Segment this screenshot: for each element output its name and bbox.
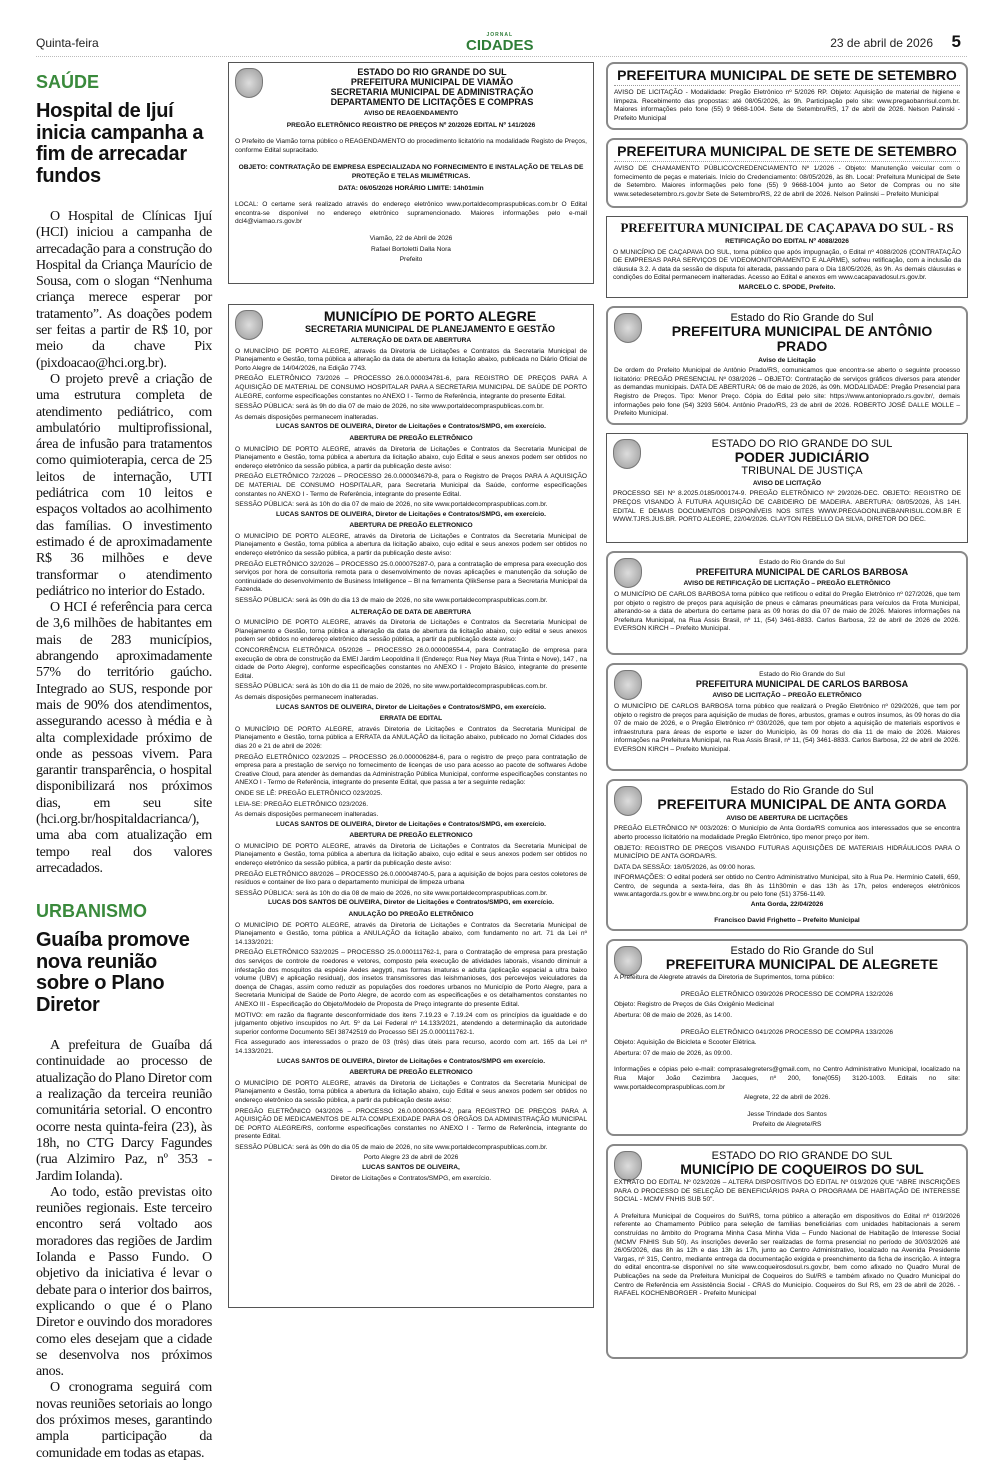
- paragraph: O Hospital de Clínicas Ijuí (HCI) iniciou a campanha de arrecadação para a construção do Hospital da Criança Maurício de Sousa, com o slogan “Nenhuma criança merece esperar por tratamento”. As doações podem ser feitas a partir de R$ 10, por meio da chave Pix (pixdoacao@hci.org.br).: [36, 209, 212, 371]
- spacer: [235, 130, 587, 136]
- dotted-divider: [614, 85, 960, 86]
- notice-title: PREFEITURA MUNICIPAL DE CARLOS BARBOSA: [695, 679, 909, 690]
- notice-paragraph: PREGÃO ELETRÔNICO Nº 003/2026: O Município de Anta Gorda/RS comunica aos interessados que se encontra aberto processo licitatório na modalidade Pregão Eletrônico, tipo menor preço por item.: [614, 825, 960, 841]
- notice-title: MUNICÍPIO DE PORTO ALEGRE: [323, 308, 537, 324]
- notice-paragraph: OBJETO: REGISTRO DE PREÇOS VISANDO FUTURAS AQUISIÇÕES DE MATERIAIS HIDRÁULICOS PARA O MUNICÍPIO DE ANTA GORDA/RS.: [614, 844, 960, 861]
- notice-heading: Aviso de Licitação: [758, 356, 816, 364]
- notice-paragraph: O MUNICÍPIO DE PORTO ALEGRE, através da Diretoria de Licitações e Contratos da Secretaria Municipal de Planejamento e Gestão, torna pública a alteração da data de abertura da licitação abaixo, cujo edital e seus anexos podem ser obtidos no endereço eletrônico da sessão pública, a partir da publicação deste aviso:: [235, 619, 587, 644]
- notice-antonio-prado: [606, 306, 968, 425]
- notice-alegrete: [606, 939, 968, 1136]
- paragraph: O cronograma seguirá com novas reuniões setoriais ao longo dos próximos meses, garantindo ampla participação da comunidade em todas as etapas.: [36, 1380, 212, 1461]
- notice-subtitle: ESTADO DO RIO GRANDE DO SUL: [711, 1149, 893, 1162]
- notice-paragraph: A Prefeitura Municipal de Coqueiros do Sul/RS, torna público a alteração em dispositivos do Edital nº 019/2026 referente ao Chamamento Público para seleção de famílias beneficiárias com unidades habitacionais a serem construídas no âmbito do Programa Minha Casa Minha Vida – Fundo Nacional de Habitação de Interesse Social (MCMV FNHIS Sub 50). As inscrições deverão ser realizadas de forma presencial no período de 30/03/2026 até 26/05/2026, das 8h às 12h e das 13h às 17h, junto ao Centro Administrativo, localizado na Avenida Presidente Vargas, nº 315, Centro, mediante entrega da documentação exigida e preenchimento da ficha de inscrição. A íntegra do edital encontra-se disponível no site www.coqueirosdosul.rs.gov.br, bem como afixado no Quadro Mural de Publicações na sede da Prefeitura Municipal de Coqueiros do Sul/RS e também afixado no Quadro Municipal do Centro de Referência em Assistência Social - CRAS do Município. Coqueiros do Sul RS, em 23 de abril de 2026. - RAFAEL KOCHENBORGER - Prefeito Municipal: [614, 1212, 960, 1298]
- notice-sete-setembro-2: [606, 138, 968, 208]
- notice-heading: ANULAÇÃO DO PREGÃO ELETRÔNICO: [348, 911, 474, 919]
- notice-paragraph: INFORMAÇÕES: O edital poderá ser obtido no Centro Administrativo Municipal, sito à Rua Pe. Hermínio Catelli, 659, Centro, de segunda a sexta-feira, das 8h às 11h30min e das 13h às 17h, pelos endereços eletrônicos www.antagorda.rs.gov.br e www.bnc.org.br ou pelo fone (51) 3756-1149.: [614, 874, 960, 899]
- notice-title: PREFEITURA MUNICIPAL DE ALEGRETE: [665, 956, 939, 973]
- notice-paragraph: Abertura: 07 de maio de 2026, às 09:00.: [614, 1049, 733, 1057]
- paragraph: O HCI é referência para cerca de 3,6 milhões de habitantes em mais de 283 municípios, abrangendo aproximadamente 57% do território gaúcho. Integrado ao SUS, responde por mais de 90% dos atendimentos, assegurando acesso à média e à alta complexidade próximo de onde as pessoas vivem. Para garantir transparência, o hospital disponibilizará nos próximos dias, em seu site (hci.org.br/hospitaldacrianca/), uma aba com atualização em tempo real dos valores arrecadados.: [36, 600, 212, 876]
- article-saude: [36, 72, 212, 877]
- notice-paragraph: CONCORRÊNCIA ELETRÔNICA 05/2026 – PROCESSO 26.0.000008554-4, para Contratação de empresa para execução de obra de construção da EMEI Jardim Leopoldina II (Endereço: Rua Ney Maya (Rua Trinta e Nove), 147 , na cidade de Porto Alegre), conforme especificações constantes no ANEXO I - Projeto Básico, integrante do presente Edital.: [235, 647, 587, 680]
- notice-title: PREFEITURA MUNICIPAL DE CAÇAPAVA DO SUL - RS: [620, 220, 954, 235]
- notice-line: Diretor de Licitações e Contratos/SMPG, em exercício.: [330, 1174, 492, 1182]
- header-divider: [36, 56, 967, 57]
- notices-column-right: [606, 62, 968, 1359]
- notice-line: Viamão, 22 de Abril de 2026: [369, 234, 453, 242]
- notice-coqueiros: [606, 1144, 968, 1359]
- spacer: [614, 910, 960, 916]
- notice-paragraph: O MUNICÍPIO DE PORTO ALEGRE, através da Diretoria de Licitações e Contratos da Secretaria Municipal de Planejamento e Gestão, torna pública a abertura da licitação abaixo, cujo Edital e seus anexos podem ser obtidos no endereço eletrônico da sessão pública, a partir da publicação deste aviso:: [235, 1079, 587, 1104]
- notice-paragraph: As demais disposições permanecem inalteradas.: [235, 811, 379, 819]
- notice-heading: ABERTURA DE PREGÃO ELETRONICO: [349, 832, 473, 840]
- notice-heading: ABERTURA DE PREGÃO ELETRONICO: [349, 522, 473, 530]
- notice-paragraph: As demais disposições permanecem inalteradas.: [235, 413, 379, 421]
- notice-paragraph: MOTIVO: em razão da flagrante desconformidade dos itens 7.19.23 e 7.19.24 com os princípios da igualdade e do julgamento objetivo inscupidos no Art. 5º da Lei Federal nº 14.133/2021, atendendo a determinação da autoridade superior conforme Documento SEI 38742519 do Processo SEI 25.0.000111762-1.: [235, 1011, 587, 1036]
- notice-paragraph: O MUNICÍPIO DE PORTO ALEGRE, através Diretoria de Licitações e Contratos da Secretaria Municipal de Planejamento e Gestão, torna pública a ERRATA da ANULAÇÃO da licitação abaixo, publicado no Jornal Cidades dos dias 20 e 21 de abril de 2026:: [235, 725, 587, 750]
- notice-paragraph: As demais disposições permanecem inalteradas.: [235, 693, 379, 701]
- notice-line: PREGÃO ELETRÔNICO 039/2026 PROCESSO DE COMPRA 132/2026: [680, 990, 894, 998]
- notice-subtitle: TRIBUNAL DE JUSTIÇA: [741, 464, 863, 477]
- notice-line: Rafael Bortoletti Dalla Nora: [371, 245, 451, 253]
- notice-paragraph: AVISO DE LICITAÇÃO - Modalidade: Pregão Eletrônico nº 5/2026 RP. Objeto: Aquisição de material de higiene e limpeza. Recebimento das propostas: até 08/05/2026, às 9h. Participação pelo site: www.pregaobanrisul.com.br. Maiores informações pelo fone (55) 9 9668-1004. Sete de Setembro/RS, 17 de abril de 2026. Nelson Palinski - Prefeito Municipal: [614, 89, 960, 122]
- notice-paragraph: Fica assegurado aos interessados o prazo de 03 (três) dias úteis para recurso, acordo com art. 165 da Lei nº 14.133/2021.: [235, 1039, 587, 1055]
- notice-paragraph: SESSÃO PÚBLICA: será às 10h do dia 11 de maio de 2026, no site www.portaldecompraspublicas.com.br.: [235, 683, 548, 691]
- notice-line: PREGÃO ELETRÔNICO 041/2026 PROCESSO DE COMPRA 133/2026: [680, 1028, 894, 1036]
- notices-column-middle: [228, 62, 594, 1308]
- logo-text: CIDADES: [466, 37, 534, 54]
- notice-signature: LUCAS SANTOS DE OLIVEIRA, Diretor de Licitações e Contratos/SMPG, em exercício.: [276, 423, 546, 431]
- notice-subtitle: Estado do Rio Grande do Sul: [730, 784, 874, 797]
- notice-title: SECRETARIA MUNICIPAL DE PLANEJAMENTO E GESTÃO: [304, 324, 556, 334]
- notice-signature: LUCAS SANTOS DE OLIVEIRA, Diretor de Licitações e Contratos/SMPG, em exercício.: [276, 820, 546, 828]
- notice-line: Jesse Trindade dos Santos: [747, 1110, 827, 1118]
- notice-paragraph: SESSÃO PÚBLICA: será às 10h do dia 08 de maio de 2026, no site www.portaldecompraspublicas.com.br.: [235, 889, 548, 897]
- notice-heading: ALTERAÇÃO DE DATA DE ABERTURA: [350, 608, 472, 616]
- spacer: [614, 983, 960, 989]
- notice-subtitle: Estado do Rio Grande do Sul: [730, 945, 874, 958]
- logo-small: JORNAL: [486, 32, 514, 38]
- notice-paragraph: SESSÃO PÚBLICA: será às 10h do dia 07 de maio de 2026, no site www.portaldecompraspublicas.com.br.: [235, 501, 548, 509]
- notice-paragraph: A Prefeitura de Alegrete através da Diretoria de Suprimentos, torna público:: [614, 974, 835, 982]
- notice-signature: LUCAS SANTOS DE OLIVEIRA, Diretor de Licitações e Contratos/SMPG em exercício.: [276, 1057, 546, 1065]
- notice-viamao: [228, 62, 594, 284]
- issue-date: 23 de abril de 2026: [830, 36, 933, 50]
- notice-paragraph: Informações e cópias pelo e-mail: comprasalegreters@gmail.com, no Centro Administrativo Municipal, localizado na Rua Major João Cezimbra Jacques, nº 200, fone(055) 3120-1003. Editais no site: www.portaldecompraspublicas.com.br: [614, 1066, 960, 1091]
- notice-line: Estado do Rio Grande do Sul: [759, 558, 845, 566]
- notice-paragraph: PREGÃO ELETRÔNICO 88/2026 – PROCESSO 26.0.000048740-5, para a aquisição de bojos para cestos coletores de resíduos e container de lixo para o departamento municipal de limpeza urbana: [235, 870, 587, 887]
- notice-title: PODER JUDICIÁRIO: [734, 448, 870, 465]
- notice-signature: Francisco David Frighetto – Prefeito Municipal: [714, 916, 860, 924]
- article-body: [36, 1038, 212, 1462]
- notice-paragraph: O MUNICÍPIO DE PORTO ALEGRE, através da Diretoria de Licitações e Contratos da Secretaria Municipal de Planejamento e Gestão, torna pública a abertura da licitação abaixo, cujo Edital e seus anexos podem ser obtidos no endereço eletrônico da sessão pública, a partir da publicação deste aviso:: [235, 445, 587, 470]
- page-number: 5: [951, 32, 961, 51]
- notice-title: MUNICÍPIO DE COQUEIROS DO SUL: [680, 1160, 924, 1177]
- section-label: SAÚDE: [36, 72, 100, 92]
- notice-heading: DATA: 06/05/2026 HORÁRIO LIMITE: 14h01min: [338, 184, 484, 192]
- article-urbanismo: [36, 901, 212, 1462]
- notice-cacapava: [606, 216, 968, 298]
- notice-line: Estado do Rio Grande do Sul: [759, 670, 845, 678]
- notice-paragraph: O MUNICÍPIO DE CARLOS BARBOSA torna público que realizará o Pregão Eletrônico nº 029/2026, que tem por objeto o registro de preços para aquisição de mudas de flores, arbustos, gramas e outros insumos, às 09 horas do dia 07 de maio de 2026, e o Pregão Eletrônico nº 030/2026, que tem por objeto a aquisição de materiais esportivos e infraestrutura para áreas de esporte e lazer do Município, às 09 horas do dia 11 de maio de 2026. Maiores informações na Prefeitura Municipal, na Rua Assis Brasil, nº 11, (54) 3461-8833. Carlos Barbosa, 22 de abril de 2026. EVERSON KIRCH – Prefeito Municipal.: [614, 702, 960, 753]
- notice-paragraph: O MUNICÍPIO DE PORTO ALEGRE, através da Diretoria de Licitações e Contratos da Secretaria Municipal de Planejamento e Gestão, torna pública a ANULAÇÃO da licitação abaixo, com fundamento no art. 71 da Lei nº 14.133/2021:: [235, 921, 587, 946]
- notice-sete-setembro-1: [606, 62, 968, 130]
- notice-carlos-barbosa-2: [606, 663, 968, 771]
- notice-signature: LUCAS SANTOS DE OLIVEIRA, Diretor de Licitações e Contratos/SMPG, em exercício.: [276, 510, 546, 518]
- notice-signature: MARCELO C. SPODE, Prefeito.: [738, 283, 836, 291]
- notice-paragraph: LOCAL: O certame será realizado através do endereço eletrônico www.portaldecompraspublicas.com.br O Edital encontra-se disponível no endereço eletrônico supramencionado. Maiores informações pelo e-mail dcl4@viamao.rs.gov.br: [235, 201, 587, 226]
- notice-paragraph: O MUNICÍPIO DE PORTO ALEGRE, através da Diretoria de Licitações e Contratos da Secretaria Municipal de Planejamento e Gestão, torna pública a alteração da data de abertura da licitação abaixo, publicada no Diário Oficial de Porto Alegre de 14/04/2026, na Edição 7743.: [235, 347, 587, 372]
- notice-heading: RETIFICAÇÃO DO EDITAL Nº 4088/2026: [725, 238, 849, 245]
- notice-heading: ABERTURA DE PREGÃO ELETRÔNICO: [349, 434, 473, 442]
- spacer: [235, 227, 587, 233]
- notice-title: PREFEITURA MUNICIPAL DE ANTÔNIO PRADO: [671, 322, 933, 354]
- section-label: URBANISMO: [36, 901, 147, 922]
- notice-title: PREFEITURA MUNICIPAL DE SETE DE SETEMBRO: [617, 143, 957, 159]
- notice-title: PREFEITURA MUNICIPAL DE VIAMÃO: [350, 77, 514, 87]
- headline: Hospital de Ijuí inicia campanha a fim de arrecadar fundos: [36, 100, 204, 187]
- spacer: [614, 1021, 960, 1027]
- notice-paragraph: Objeto: Aquisição de Bicicleta e Scooter Elétrica.: [614, 1039, 757, 1047]
- weekday: Quinta-feira: [36, 36, 99, 50]
- notice-paragraph: PREGÃO ELETRÔNICO 043/2026 – PROCESSO 26.0.000005364-2, para REGISTRO DE PREÇOS PARA A AQUISIÇÃO DE MEDICAMENTOS DE ALTA COMPLEXIDADE PARA OS ÓRGÃOS DA ADMINISTRAÇÃO MUNICIPAL DE PORTO ALEGRE/RS, conforme especificações constantes no ANEXO I - Termo de Referência, integrante do presente Edital.: [235, 1107, 587, 1141]
- notice-title: SECRETARIA MUNICIPAL DE ADMINISTRAÇÃO: [330, 87, 534, 97]
- notice-heading: AVISO DE LICITAÇÃO: [752, 479, 822, 487]
- notice-paragraph: O MUNICÍPIO DE CAÇAPAVA DO SUL, torna público que após impugnação, o Edital nº 4088/2026 (CONTRATAÇÃO DE EMPRESAS PARA SERVIÇOS DE VIDEOMONITORAMENTO E ALARME), sofreu retificação, com a inclusão da cláusula 3.2. A data da sessão de disputa foi alterada, passando para o Dia 18/05/2026, às 9h. As demais cláusulas e condições do Edital permanecem inalteradas. Acesso ao Edital e anexos em www.cacapavadosul.rs.gov.br.: [613, 248, 961, 282]
- notice-paragraph: O MUNICÍPIO DE PORTO ALEGRE, através da Diretoria de Licitações e Contratos da Secretaria Municipal de Planejamento e Gestão, torna pública a abertura da licitação abaixo, cujo edital e seus anexos podem ser obtidos no endereço eletrônico da sessão pública, a partir da publicação deste aviso:: [235, 532, 587, 558]
- notice-porto-alegre: [228, 304, 594, 1308]
- notice-paragraph: PREGÃO ELETRÔNICO 73/2026 – PROCESSO 26.0.000034781-6, para REGISTRO DE PREÇOS PARA A AQUISIÇÃO DE MATERIAL DE CONSUMO HOSPITALAR PARA A SECRETARIA MUNICIPAL DE SAÚDE DE PORTO ALEGRE, conforme especificações constantes no ANEXO I - Termo de Referência, integrante do presente Edital.: [235, 375, 587, 400]
- notice-paragraph: PREGÃO ELETRÔNICO 32/2026 – PROCESSO 25.0.000075287-0, para a contratação de empresa para execução dos serviços por hora de consultoria remota para o desenvolvimento de novas aplicações e manutenção da solução de continuidade do desenvolvimento de Business Intelligence – BI na ferramenta QlikSense para a Secretaria Municipal da Fazenda.: [235, 560, 587, 594]
- headline: Guaíba promove nova reunião sobre o Plano Diretor: [36, 929, 190, 1016]
- newspaper-logo: [466, 32, 534, 53]
- notice-tjrs: [606, 433, 968, 543]
- notice-title: DEPARTAMENTO DE LICITAÇÕES E COMPRAS: [330, 97, 534, 107]
- notice-paragraph: DATA DA SESSÃO: 18/05/2026, às 09:00 horas.: [614, 863, 756, 871]
- paragraph: O projeto prevê a criação de uma estrutura completa de atendimento pediátrico, com ambulatório multiprofissional, área de infusão para tratamentos como quimioterapia, cerca de 25 leitos de internação, UTI pediátrica com 10 leitos e espaços voltados ao acolhimento das famílias. O investimento estimado é de aproximadamente R$ 36 milhões e deve transformar o atendimento pediátrico no interior do Estado.: [36, 371, 212, 599]
- notice-heading: AVISO DE LICITAÇÃO – PREGÃO ELETRÔNICO: [712, 692, 862, 700]
- notice-heading: AVISO DE REAGENDAMENTO: [363, 110, 459, 117]
- notice-anta-gorda: [606, 779, 968, 932]
- notice-paragraph: SESSÃO PÚBLICA: será às 09h do dia 13 de maio de 2026, no site www.portaldecompraspublicas.com.br.: [235, 597, 548, 605]
- paragraph: Ao todo, estão previstas oito reuniões regionais. Este terceiro encontro será voltado aos moradores das regiões de Jardim Iolanda e Passo Fundo. O objetivo da iniciativa é levar o debate para o interior dos bairros, explicando o que é o Plano Diretor e ouvindo dos moradores como eles desejam que a cidade se desenvolva nos próximos anos.: [36, 1184, 212, 1380]
- news-column: [36, 72, 212, 1462]
- notice-subtitle: ESTADO DO RIO GRANDE DO SUL: [711, 437, 893, 450]
- spacer: [235, 193, 587, 199]
- notice-paragraph: EXTRATO DO EDITAL Nº 023/2026 – ALTERA DISPOSITIVOS DO EDITAL Nº 019/2026 QUE “ABRE INSCRIÇÕES PARA O PROCESSO DE SELEÇÃO DE BENEFICIÁRIOS PARA O PROGRAMA DE HABITAÇÃO DE INTERESSE SOCIAL - MCMV FNHIS SUB 50”.: [614, 1178, 960, 1204]
- notice-carlos-barbosa-1: [606, 551, 968, 655]
- notice-heading: AVISO DE ABERTURA DE LICITAÇÕES: [726, 814, 848, 822]
- dotted-divider: [614, 161, 960, 162]
- notice-heading: PREGÃO ELETRÔNICO REGISTRO DE PREÇOS Nº 20/2026 EDITAL Nº 141/2026: [286, 121, 536, 129]
- paragraph: A prefeitura de Guaíba dá continuidade ao processo de atualização do Plano Diretor com a realização da terceira reunião comunitária setorial. O encontro ocorre nesta quinta-feira (23), às 18h, no CTG Darcy Fagundes (rua Alzimiro Paz, nº 353 - Jardim Iolanda).: [36, 1038, 212, 1184]
- notice-title: PREFEITURA MUNICIPAL DE CARLOS BARBOSA: [695, 567, 909, 578]
- notice-paragraph: SESSÃO PÚBLICA: será às 9h do dia 07 de maio de 2026, no site www.portaldecompraspublicas.com.br.: [235, 403, 544, 411]
- notice-paragraph: LEIA-SE: PREGÃO ELETRÔNICO 023/2026.: [235, 800, 369, 808]
- notice-line: Prefeito: [399, 256, 423, 264]
- notice-title: PREFEITURA MUNICIPAL DE ANTA GORDA: [657, 795, 947, 812]
- notice-paragraph: AVISO DE CHAMAMENTO PÚBLICO/CREDENCIAMENTO Nº 1/2026 - Objeto: Manutenção veicular com o fornecimento de peças e materiais. Início do Credenciamento: 08/05/2026, às 8h. Local: Prefeitura Municipal de Sete de Setembro. Maiores informações pelo fone (55) 9 9668-1004 junto ao Setor de Compras ou no site www.setedesetembro.rs.gov.br Sete de Setembro/RS, 22 de abril de 2026. Nelson Palinski – Prefeito Municipal: [614, 165, 960, 198]
- notice-paragraph: Abertura: 08 de maio de 2026, às 14:00.: [614, 1012, 733, 1020]
- article-body: [36, 209, 212, 877]
- notice-heading: AVISO DE RETIFICAÇÃO DE LICITAÇÃO – PREGÃO ELETRÔNICO: [683, 580, 891, 588]
- notice-paragraph: Objeto: Registro de Preços de Gás Oxigênio Medicinal: [614, 1001, 774, 1009]
- notice-paragraph: De ordem do Prefeito Municipal de Antônio Prado/RS, comunicamos que encontra-se aberto o seguinte processo licitatório: PREGÃO PRESENCIAL Nº 038/2026 – OBJETO: Contratação de serviços gráficos diversos para atender as demandas municipais. DATA DE ABERTURA: 06 de maio de 2026, às 09h. MODALIDADE: Pregão Presencial para Registro de Preços. Tipo: Menor Preço. Cópia do Edital pelo site: https://www.antonioprado.rs.gov.br/, demais informações pelo fone (54) 3293 5604. Antônio Prado/RS, 23 de abril de 2026. ROBERTO JOSÉ DALLE MOLLE – Prefeito Municipal.: [614, 367, 960, 418]
- notice-subtitle: Estado do Rio Grande do Sul: [730, 311, 874, 324]
- notice-line: Porto Alegre 23 de abril de 2026: [363, 1154, 459, 1162]
- notice-title: PREFEITURA MUNICIPAL DE SETE DE SETEMBRO: [617, 67, 957, 83]
- spacer: [614, 1058, 960, 1064]
- notice-line: Alegrete, 22 de abril de 2026.: [743, 1094, 831, 1102]
- notice-paragraph: PROCESSO SEI Nº 8.2025.0185/000174-9. PREGÃO ELETRÔNICO Nº 29/2026-DEC. OBJETO: REGISTRO DE PREÇOS VISANDO À FUTURA AQUISIÇÃO DE CABIDEIRO DE MADEIRA. ABERTURA: 08/05/2026, ÀS 14H. EDITAL E DEMAIS DOCUMENTOS DISPONÍVEIS NOS SITES WWW.PREGAOONLINEBANRISUL.COM.BR E WWW.TJRS.JUS.BR. PORTO ALEGRE, 22/04/2026. CLAYTON REBELLO DA SILVA, DIRETOR DO DEC.: [613, 490, 961, 524]
- spacer: [614, 1103, 960, 1109]
- notice-heading: OBJETO: CONTRATAÇÃO DE EMPRESA ESPECIALIZADA NO FORNECIMENTO E INSTALAÇÃO DE TELAS DE PROTEÇÃO E TELAS MILIMÉTRICAS.: [238, 164, 584, 180]
- notice-paragraph: PREGÃO ELETRÔNICO 532/2025 – PROCESSO 25.0.000111762-1, para o Contratação de empresa para prestação dos serviços de controle de roedores e vetores, composto pela execução de atividades laborais, visando diminuir a infestação dos mosquitos da espécie Aedes aegypti, nas formas imaturas e adulta (aplicação espacial a ultra baixo volume (UBV) e aplicação residual), dos insetos transmissores das leishmanioses, dos percevejos veiculadores da doença de Chagas, assim como reduzir as populações dos roedores urbanos no Município de Porto Alegre, para a Secretaria Municipal de Saúde de Porto Alegre, de acordo com as especificações e os detalhamentos constantes no ANEXO III - Especificação do Objeto/Modelo de Proposta de Preço integrante do presente Edital.: [235, 949, 587, 1008]
- notice-signature: LUCAS SANTOS DE OLIVEIRA, Diretor de Licitações e Contratos/SMPG, em exercício.: [276, 703, 546, 711]
- notice-signature: LUCAS SANTOS DE OLIVEIRA,: [362, 1164, 460, 1172]
- notice-paragraph: O MUNICÍPIO DE PORTO ALEGRE, através da Diretoria de Licitações e Contratos da Secretaria Municipal de Planejamento e Gestão, torna pública a abertura da licitação abaixo, cujo edital e seus anexos podem ser obtidos no endereço eletrônico da sessão pública, a partir da publicação deste aviso:: [235, 842, 587, 868]
- notice-line: Prefeito de Alegrete/RS: [752, 1121, 822, 1129]
- notice-paragraph: ONDE SE LÊ: PREGÃO ELETRÔNICO 023/2025.: [235, 789, 383, 797]
- spacer: [235, 155, 587, 161]
- spacer: [614, 1205, 960, 1211]
- notice-signature: LUCAS DOS SANTOS DE OLIVEIRA, Diretor de Licitações e Contratos/SMPG, em exercício.: [267, 899, 555, 907]
- notice-signature: Anta Gorda, 22/04/2026: [750, 901, 824, 909]
- notice-heading: ABERTURA DE PREGÃO ELETRONICO: [349, 1069, 473, 1077]
- notice-paragraph: SESSÃO PÚBLICA: será às 09h do dia 05 de maio de 2026, no site www.portaldecompraspublicas.com.br.: [235, 1143, 548, 1151]
- notice-heading: ERRATA DE EDITAL: [379, 715, 443, 723]
- notice-paragraph: PREGÃO ELETRÔNICO 023/2025 – PROCESSO 26.0.000006284-6, para o registro de preço para contratação de empresa para a prestação de serviço no fornecimento de licenças de uso para acesso ao pacote de softwares Adobe Creative Cloud, para atender às demandas da Administração Pública Municipal, conforme especificações constantes no ANEXO I - Termo de Referência, integrante do presente Edital, que passa a ter a seguinte redação:: [235, 753, 587, 787]
- notice-paragraph: O MUNICÍPIO DE CARLOS BARBOSA torna público que retificou o edital do Pregão Eletrônico nº 027/2026, que tem por objeto o registro de preços para aquisição de pneus e câmaras pneumáticas para veículos da Frota Municipal, alterando-se a data de abertura do certame para as 09 horas do dia 07 de maio de 2026. Maiores informações na Prefeitura Municipal, na Rua Assis Brasil, nº 11, (54) 3461-8833. Carlos Barbosa, 22 de abril de 2026 de 2026. EVERSON KIRCH – Prefeito Municipal.: [614, 590, 960, 633]
- notice-paragraph: O Prefeito de Viamão torna público o REAGENDAMENTO do procedimento licitatório na modalidade Registo de Preços, conforme Edital supracitado.: [235, 138, 587, 154]
- notice-paragraph: PREGÃO ELETRÔNICO 72/2026 – PROCESSO 26.0.000034679-8, para o Registro de Preços PARA A AQUISIÇÃO DE MATERIAL DE CONSUMO HOSPITALAR, para Secretaria Municipal da Saúde, conforme especificações constantes no ANEXO I - Termo de Referência, integrante do presente Edital.: [235, 473, 587, 498]
- notice-title: ESTADO DO RIO GRANDE DO SUL: [357, 67, 507, 77]
- notice-heading: ALTERAÇÃO DE DATA DE ABERTURA: [350, 337, 472, 344]
